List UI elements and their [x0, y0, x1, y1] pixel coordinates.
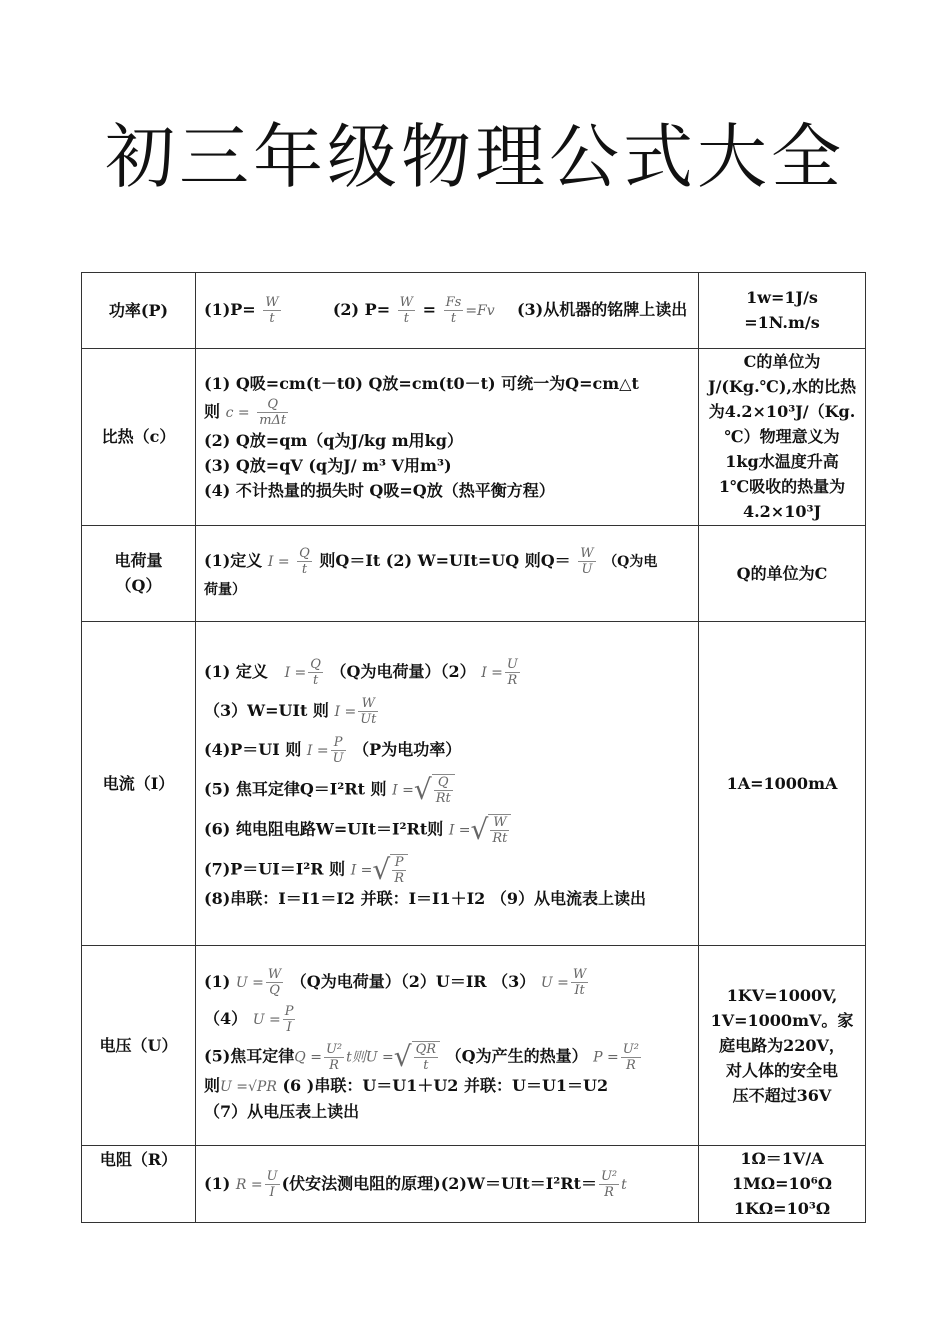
- formula-line: 则U =√PR (6 )串联：U＝U1＋U2 并联：U＝U1＝U2: [204, 1076, 609, 1095]
- formula-line: (3) Q放=qV (q为J/ m³ V用m³): [204, 455, 452, 475]
- table-row: [82, 946, 866, 1146]
- quantity-cell: 比热（c）: [82, 349, 196, 526]
- fraction: $\frac{Q}{t}$: [299, 545, 310, 577]
- fraction: $\frac{\text{U²}}{R}$: [325, 1041, 343, 1073]
- fraction: $\frac{W}{It}$: [572, 967, 587, 998]
- formula-line: (8)串联：I＝I1＝I2 并联：I＝I1＋I2 （9）从电流表上读出: [204, 888, 646, 908]
- unit-line: 1KΩ=10³Ω: [733, 1199, 831, 1218]
- formula-line: (1) 定义 I = $\frac{Q}{t}$ （Q为电荷量）（2） I = $\frac{U}{R}$: [204, 656, 518, 688]
- fraction: $\frac{W}{Q}$: [267, 967, 282, 998]
- quantity-cell: 电流（I）: [82, 622, 196, 946]
- unit-line: ℃）物理意义为: [724, 427, 840, 446]
- quantity-cell: 电阻（R）: [82, 1146, 196, 1223]
- unit-line: 压不超过36V: [732, 1085, 832, 1105]
- formula-cell: [196, 622, 699, 946]
- fraction: $\frac{Fs}{t}$: [445, 295, 462, 326]
- table-row: [82, 349, 866, 526]
- table-row: [82, 622, 866, 946]
- unit-line: 1Ω＝1V/A: [740, 1149, 824, 1168]
- formula-line: 荷量）: [204, 581, 246, 598]
- formula-text: (2) P=: [332, 300, 391, 319]
- table-row: [82, 1146, 866, 1223]
- formula-cell: [196, 946, 699, 1146]
- formula-line: (5) 焦耳定律Q＝I²Rt 则 I =√ $\frac{Q}{Rt}$: [204, 774, 690, 806]
- formula-line: (2) Q放=qm（q为J/kg m用kg）: [204, 430, 463, 450]
- unit-line: 1℃吸收的热量为: [718, 477, 846, 496]
- formula-cell: [196, 349, 699, 526]
- formula-line: (1) U = $\frac{W}{Q}$ （Q为电荷量）（2）U＝IR （3） U = $\frac{W}{It}$: [204, 967, 587, 998]
- formula-text: (1)P=: [204, 300, 256, 319]
- formula-line: （7）从电压表上读出: [204, 1102, 360, 1121]
- formula-line: (1) Q吸=cm(t－t0) Q放=cm(t0－t) 可统一为Q=cm△t: [204, 373, 639, 393]
- unit-line: 1kg水温度升高: [725, 452, 839, 471]
- formula-line: (6) 纯电阻电路W=UIt＝I²Rt则 I =√ $\frac{W}{Rt}$: [204, 814, 690, 846]
- unit-cell: Q的单位为C: [699, 526, 866, 622]
- unit-line: 4.2×10³J: [742, 502, 822, 521]
- fraction: $\frac{W}{t}$: [399, 295, 414, 326]
- unit-line: 1MΩ=10⁶Ω: [731, 1174, 832, 1193]
- formula-text: (3)从机器的铭牌上读出: [516, 300, 688, 319]
- quantity-cell: 功率(P): [82, 273, 196, 349]
- formula-line: (4) 不计热量的损失时 Q吸=Q放（热平衡方程）: [204, 480, 555, 500]
- unit-line: =1N.m/s: [744, 313, 820, 332]
- square-root: √ $\frac{P}{R}$: [372, 854, 408, 886]
- formula-line: （4） U = $\frac{P}{I}$: [204, 1004, 294, 1035]
- formula-cell: [196, 1146, 699, 1223]
- unit-line: 1KV=1000V,: [726, 985, 838, 1005]
- table-row: [82, 273, 866, 349]
- unit-line: 对人体的安全电: [725, 1060, 838, 1080]
- fraction: $\frac{W}{U}$: [580, 545, 594, 577]
- fraction: $\frac{\text{U²}}{R}$: [600, 1168, 618, 1200]
- square-root: √ $\frac{W}{Rt}$: [471, 814, 512, 846]
- unit-line: 1V=1000mV。家: [710, 1010, 854, 1030]
- formula-line: (5)焦耳定律Q = $\frac{\text{U²}}{R}$ t则U =√ $\frac{QR}{t}$ （Q为产生的热量） P = $\frac{\text{U²}}{R}$: [204, 1040, 639, 1073]
- formula-cell: (1)P= $\frac{W}{t}$ (2) P= $\frac{W}{t}$ = $\frac{Fs}{t}$ =Fv (3)从机器的铭牌上读出: [196, 273, 699, 349]
- unit-cell: [699, 1146, 866, 1223]
- formula-line: (1)定义 I = $\frac{Q}{t}$ 则Q＝It (2) W=UIt=UQ 则Q＝ $\frac{W}{U}$ （Q为电: [204, 545, 658, 577]
- unit-line: 1w=1J/s: [746, 288, 818, 307]
- formula-line: (4)P＝UI 则 I = $\frac{P}{U}$ （P为电功率）: [204, 734, 462, 766]
- square-root: √ $\frac{QR}{t}$: [394, 1041, 440, 1073]
- fraction: $\frac{W}{Ut}$: [360, 695, 377, 727]
- unit-cell: [699, 946, 866, 1146]
- unit-line: 庭电路为220V，: [719, 1035, 845, 1055]
- unit-line: C的单位为: [743, 352, 821, 371]
- unit-cell: 1A=1000mA: [699, 622, 866, 946]
- formula-cell: [196, 526, 699, 622]
- fraction: $\frac{Q}{\text{mΔt}}$: [259, 396, 287, 428]
- formula-line: (7)P＝UI＝I²R 则 I =√ $\frac{P}{R}$: [204, 854, 690, 886]
- formula-text: =: [422, 300, 437, 319]
- quantity-cell: 电荷量 （Q）: [82, 526, 196, 622]
- fraction: $\frac{W}{t}$: [265, 295, 279, 326]
- fraction: $\frac{\text{U²}}{R}$: [622, 1041, 639, 1073]
- fraction: $\frac{U}{I}$: [266, 1168, 278, 1200]
- unit-line: J/(Kg.℃),水的比热: [708, 377, 856, 396]
- table-row: [82, 526, 866, 622]
- fraction: $\frac{U}{R}$: [506, 656, 518, 688]
- square-root: √ $\frac{Q}{Rt}$: [414, 774, 455, 806]
- unit-line: 为4.2×10³J/（Kg.: [708, 402, 856, 421]
- formula-line: (1) R = $\frac{U}{I}$ (伏安法测电阻的原理)(2)W＝UIt＝I²Rt＝ $\frac{\text{U²}}{R}$ t: [204, 1168, 627, 1200]
- unit-cell: [699, 349, 866, 526]
- fraction: $\frac{Q}{t}$: [310, 656, 321, 688]
- page-title: 初三年级物理公式大全: [105, 116, 845, 198]
- fraction: $\frac{P}{I}$: [284, 1004, 294, 1035]
- unit-cell: [699, 273, 866, 349]
- quantity-cell: 电压（U）: [82, 946, 196, 1146]
- formula-line: （3）W=UIt 则 I = $\frac{W}{Ut}$: [204, 695, 377, 727]
- formula-line: 则 c = $\frac{Q}{\text{mΔt}}$: [204, 396, 287, 428]
- fraction: $\frac{P}{U}$: [332, 734, 344, 766]
- formula-table: [81, 272, 866, 1223]
